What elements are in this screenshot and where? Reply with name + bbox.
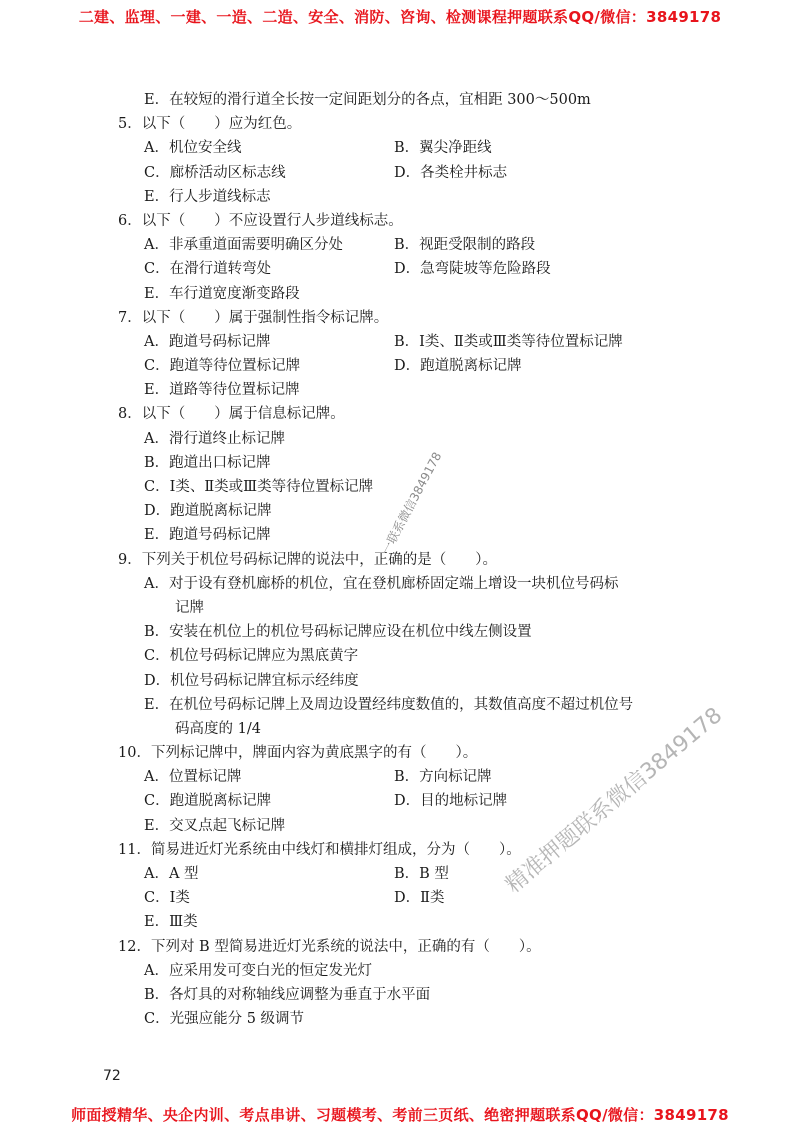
option-c: C．在滑行道转弯处	[144, 261, 272, 278]
option-d: D．机位号码标记牌宜标示经纬度	[144, 672, 359, 689]
question-6-options-cd	[118, 257, 718, 281]
question-6-options-ab	[118, 233, 718, 257]
option-c: C．光强应能分 5 级调节	[144, 1011, 305, 1028]
option-b: B．跑道出口标记牌	[144, 454, 271, 471]
question-11-options-cd	[118, 886, 718, 910]
option-c: C．Ⅰ类	[144, 890, 190, 907]
top-promo-banner: 二建、监理、一建、一造、二造、安全、消防、咨询、检测课程押题联系QQ/微信：3849178	[78, 8, 722, 26]
option-d: D．各类栓井标志	[394, 164, 508, 181]
option-c: C．Ⅰ类、Ⅱ类或Ⅲ类等待位置标记牌	[144, 479, 374, 495]
option-a: A．位置标记牌	[144, 769, 242, 786]
option-c: C．跑道等待位置标记牌	[144, 358, 301, 375]
option-c: C．机位号码标记牌应为黑底黄字	[144, 648, 359, 665]
option-a-continued: 记牌	[175, 599, 204, 616]
option-d: D．跑道脱离标记牌	[144, 503, 272, 520]
option-e: E．行人步道线标志	[144, 188, 271, 205]
question-list	[118, 88, 718, 1031]
question-7-options-ab	[118, 330, 718, 354]
option-prev-e: E．在较短的滑行道全长按一定间距划分的各点，宜相距 300～500m	[144, 92, 591, 108]
option-e: E．在机位号码标记牌上及周边设置经纬度数值的，其数值高度不超过机位号	[144, 696, 634, 713]
option-c: C．跑道脱离标记牌	[144, 793, 272, 810]
option-e: E．跑道号码标记牌	[144, 527, 271, 544]
option-b: B．方向标记牌	[394, 769, 492, 786]
option-e: E．Ⅲ类	[144, 914, 198, 931]
watermark-large: 精准押题联系微信3849178	[501, 702, 728, 899]
bottom-promo-banner: 师面授精华、央企内训、考点串讲、习题模考、考前三页纸、绝密押题联系QQ/微信：3849178	[71, 1106, 729, 1124]
page-number: 72	[103, 1068, 121, 1084]
question-8: 8．以下（ ）属于信息标记牌。	[118, 406, 345, 423]
question-5-options-ab	[118, 136, 718, 160]
option-d: D．Ⅱ类	[394, 890, 445, 907]
question-12: 12．下列对 B 型简易进近灯光系统的说法中，正确的有（ ）。	[118, 938, 541, 955]
option-a: A．应采用发可变白光的恒定发光灯	[144, 962, 372, 979]
option-b: B．安装在机位上的机位号码标记牌应设在机位中线左侧设置	[144, 624, 532, 641]
option-e-continued: 码高度的 1/4	[175, 720, 261, 737]
option-b: B．视距受限制的路段	[394, 237, 536, 254]
option-e: E．交叉点起飞标记牌	[144, 817, 286, 834]
question-7: 7．以下（ ）属于强制性指令标记牌。	[118, 309, 389, 326]
question-9: 9．下列关于机位号码标记牌的说法中，正确的是（ ）。	[118, 551, 497, 568]
option-a: A．滑行道终止标记牌	[144, 430, 285, 447]
option-e: E．车行道宽度渐变路段	[144, 285, 300, 302]
option-d: D．跑道脱离标记牌	[394, 358, 522, 375]
question-11-options-ab	[118, 862, 718, 886]
question-5-options-cd	[118, 161, 718, 185]
option-a: A．机位安全线	[144, 140, 242, 157]
question-7-options-cd	[118, 354, 718, 378]
option-a: A．跑道号码标记牌	[144, 333, 271, 350]
option-b: B．翼尖净距线	[394, 140, 492, 157]
option-d: D．急弯陡坡等危险路段	[394, 261, 551, 278]
option-a: A．A 型	[144, 866, 199, 882]
option-a: A．对于设有登机廊桥的机位，宜在登机廊桥固定端上增设一块机位号码标	[144, 575, 619, 592]
option-b: B．B 型	[394, 866, 449, 882]
question-11: 11．简易进近灯光系统由中线灯和横排灯组成，分为（ ）。	[118, 841, 521, 858]
question-5: 5．以下（ ）应为红色。	[118, 116, 302, 133]
option-b: B．Ⅰ类、Ⅱ类或Ⅲ类等待位置标记牌	[394, 333, 623, 350]
option-d: D．目的地标记牌	[394, 793, 508, 810]
question-6: 6．以下（ ）不应设置行人步道线标志。	[118, 212, 403, 229]
watermark-small: 一联系微信3849178	[378, 449, 445, 557]
option-e: E．道路等待位置标记牌	[144, 382, 300, 399]
option-c: C．廊桥活动区标志线	[144, 164, 286, 181]
option-b: B．各灯具的对称轴线应调整为垂直于水平面	[144, 986, 431, 1003]
option-a: A．非承重道面需要明确区分处	[144, 237, 343, 254]
question-10: 10．下列标记牌中，牌面内容为黄底黑字的有（ ）。	[118, 745, 478, 762]
